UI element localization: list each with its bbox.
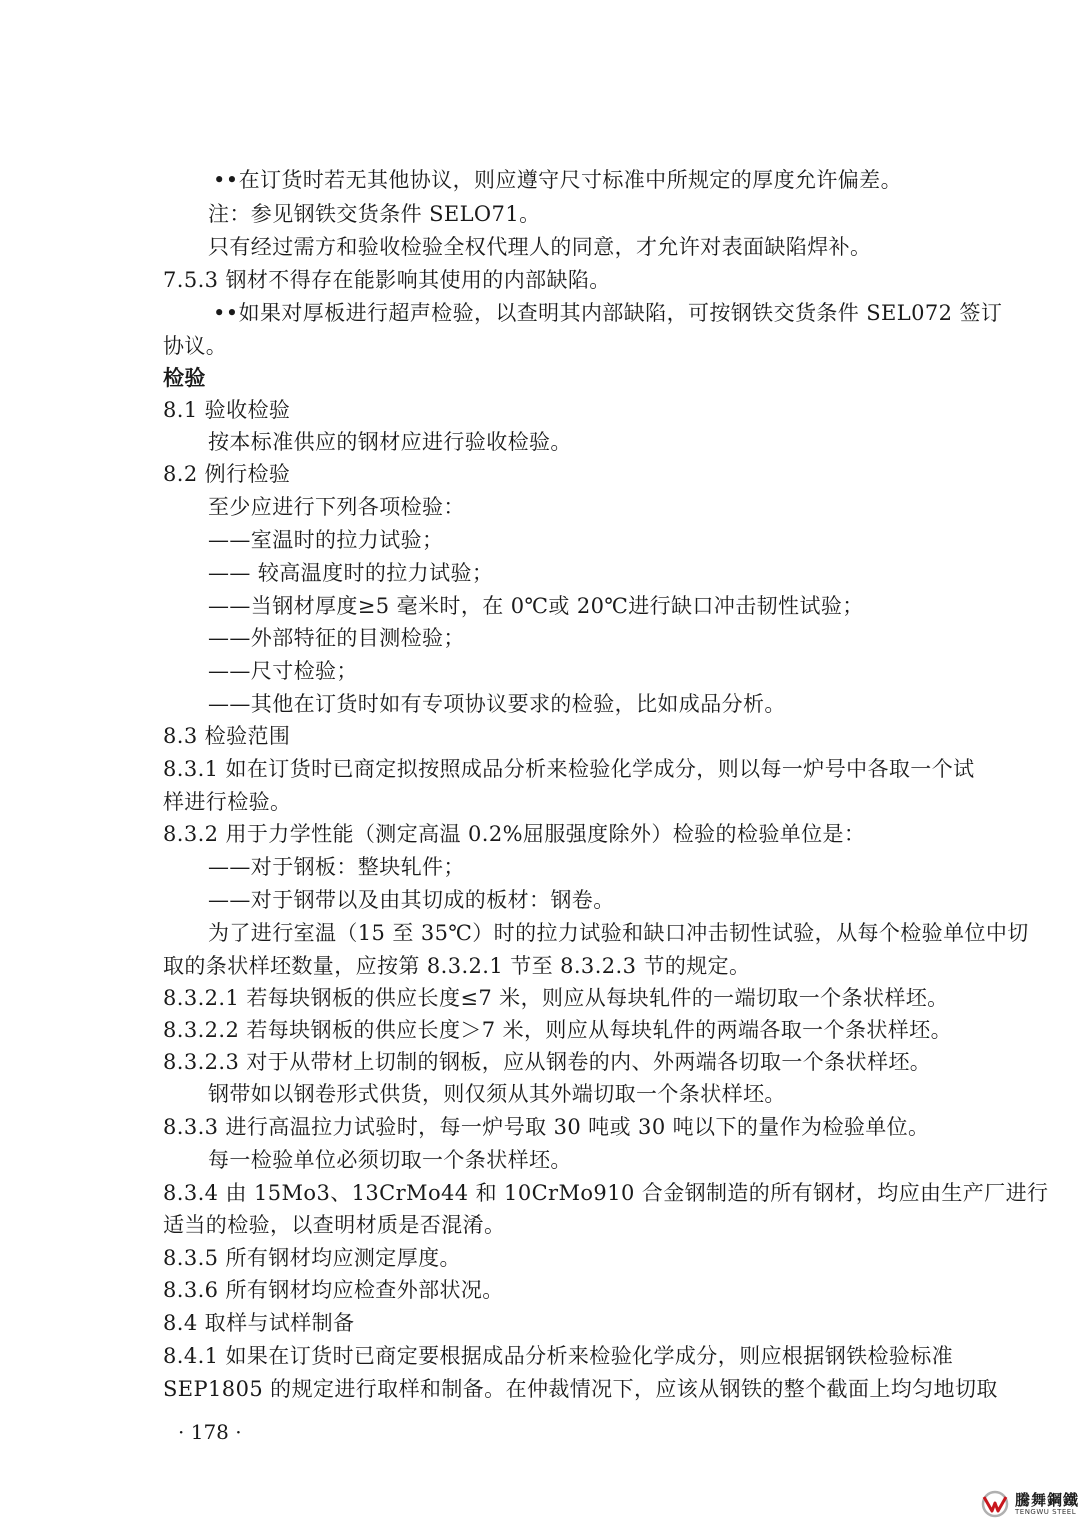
text-line-37: 8.4.1 如果在订货时已商定要根据成品分析来检验化学成分，则应根据钢铁检验标准 bbox=[163, 1344, 954, 1368]
text-line-25: 取的条状样坯数量，应按第 8.3.2.1 节至 8.3.2.3 节的规定。 bbox=[163, 954, 751, 978]
text-line-35: 8.3.6 所有钢材均应检查外部状况。 bbox=[163, 1278, 504, 1302]
tengwu-logo-icon bbox=[978, 1489, 1012, 1519]
text-line-15: ——外部特征的目测检验； bbox=[208, 626, 465, 650]
text-line-36: 8.4 取样与试样制备 bbox=[163, 1311, 355, 1335]
text-line-14: ——当钢材厚度≥5 毫米时，在 0℃或 20℃进行缺口冲击韧性试验； bbox=[208, 594, 864, 618]
text-line-8: 8.1 验收检验 bbox=[163, 398, 291, 422]
text-line-24: 为了进行室温（15 至 35℃）时的拉力试验和缺口冲击韧性试验，从每个检验单位中切 bbox=[208, 921, 1029, 945]
text-line-16: ——尺寸检验； bbox=[208, 659, 358, 683]
text-line-1: ••在订货时若无其他协议，则应遵守尺寸标准中所规定的厚度允许偏差。 bbox=[213, 168, 902, 192]
text-line-17: ——其他在订货时如有专项协议要求的检验，比如成品分析。 bbox=[208, 692, 786, 716]
section-heading: 检验 bbox=[163, 365, 206, 390]
text-line-11: 至少应进行下列各项检验： bbox=[208, 495, 465, 519]
text-line-32: 8.3.4 由 15Mo3、13CrMo44 和 10CrMo910 合金钢制造的所有钢材，均应由生产厂进行 bbox=[163, 1181, 1049, 1205]
logo-name: 騰舞鋼鐵 bbox=[1015, 1490, 1080, 1509]
text-line-18: 8.3 检验范围 bbox=[163, 724, 291, 748]
text-line-23: ——对于钢带以及由其切成的板材：钢卷。 bbox=[208, 888, 615, 912]
text-line-29: 钢带如以钢卷形式供货，则仅须从其外端切取一个条状样坯。 bbox=[208, 1082, 786, 1106]
text-line-2: 注：参见钢铁交货条件 SELO71。 bbox=[208, 202, 541, 226]
text-line-10: 8.2 例行检验 bbox=[163, 462, 291, 486]
text-line-30: 8.3.3 进行高温拉力试验时，每一炉号取 30 吨或 30 吨以下的量作为检验单位。 bbox=[163, 1115, 930, 1139]
page-number: · 178 · bbox=[178, 1420, 242, 1444]
text-line-12: ——室温时的拉力试验； bbox=[208, 528, 444, 552]
text-line-31: 每一检验单位必须切取一个条状样坯。 bbox=[208, 1148, 572, 1172]
text-line-20: 样进行检验。 bbox=[163, 790, 292, 814]
text-line-13: —— 较高温度时的拉力试验； bbox=[208, 561, 494, 585]
text-line-38: SEP1805 的规定进行取样和制备。在仲裁情况下，应该从钢铁的整个截面上均匀地切取 bbox=[163, 1377, 998, 1401]
text-line-21: 8.3.2 用于力学性能（测定高温 0.2%屈服强度除外）检验的检验单位是： bbox=[163, 822, 866, 846]
text-line-27: 8.3.2.2 若每块钢板的供应长度＞7 米，则应从每块轧件的两端各取一个条状样坯。 bbox=[163, 1018, 952, 1042]
text-line-33: 适当的检验，以查明材质是否混淆。 bbox=[163, 1213, 506, 1237]
text-line-9: 按本标准供应的钢材应进行验收检验。 bbox=[208, 430, 572, 454]
text-line-19: 8.3.1 如在订货时已商定拟按照成品分析来检验化学成分，则以每一炉号中各取一个试 bbox=[163, 757, 975, 781]
text-line-26: 8.3.2.1 若每块钢板的供应长度≤7 米，则应从每块轧件的一端切取一个条状样坯。 bbox=[163, 986, 949, 1010]
text-line-28: 8.3.2.3 对于从带材上切制的钢板，应从钢卷的内、外两端各切取一个条状样坯。 bbox=[163, 1050, 932, 1074]
text-line-4: 7.5.3 钢材不得存在能影响其使用的内部缺陷。 bbox=[163, 268, 611, 292]
text-line-22: ——对于钢板：整块轧件； bbox=[208, 855, 465, 879]
text-line-3: 只有经过需方和验收检验全权代理人的同意，才允许对表面缺陷焊补。 bbox=[208, 235, 872, 259]
text-line-6: 协议。 bbox=[163, 334, 228, 358]
publisher-logo bbox=[978, 1488, 1086, 1520]
text-line-34: 8.3.5 所有钢材均应测定厚度。 bbox=[163, 1246, 461, 1270]
text-line-5: ••如果对厚板进行超声检验，以查明其内部缺陷，可按钢铁交货条件 SEL072 签订 bbox=[213, 301, 1003, 325]
logo-subtitle: TENGWU STEEL bbox=[1015, 1507, 1077, 1516]
